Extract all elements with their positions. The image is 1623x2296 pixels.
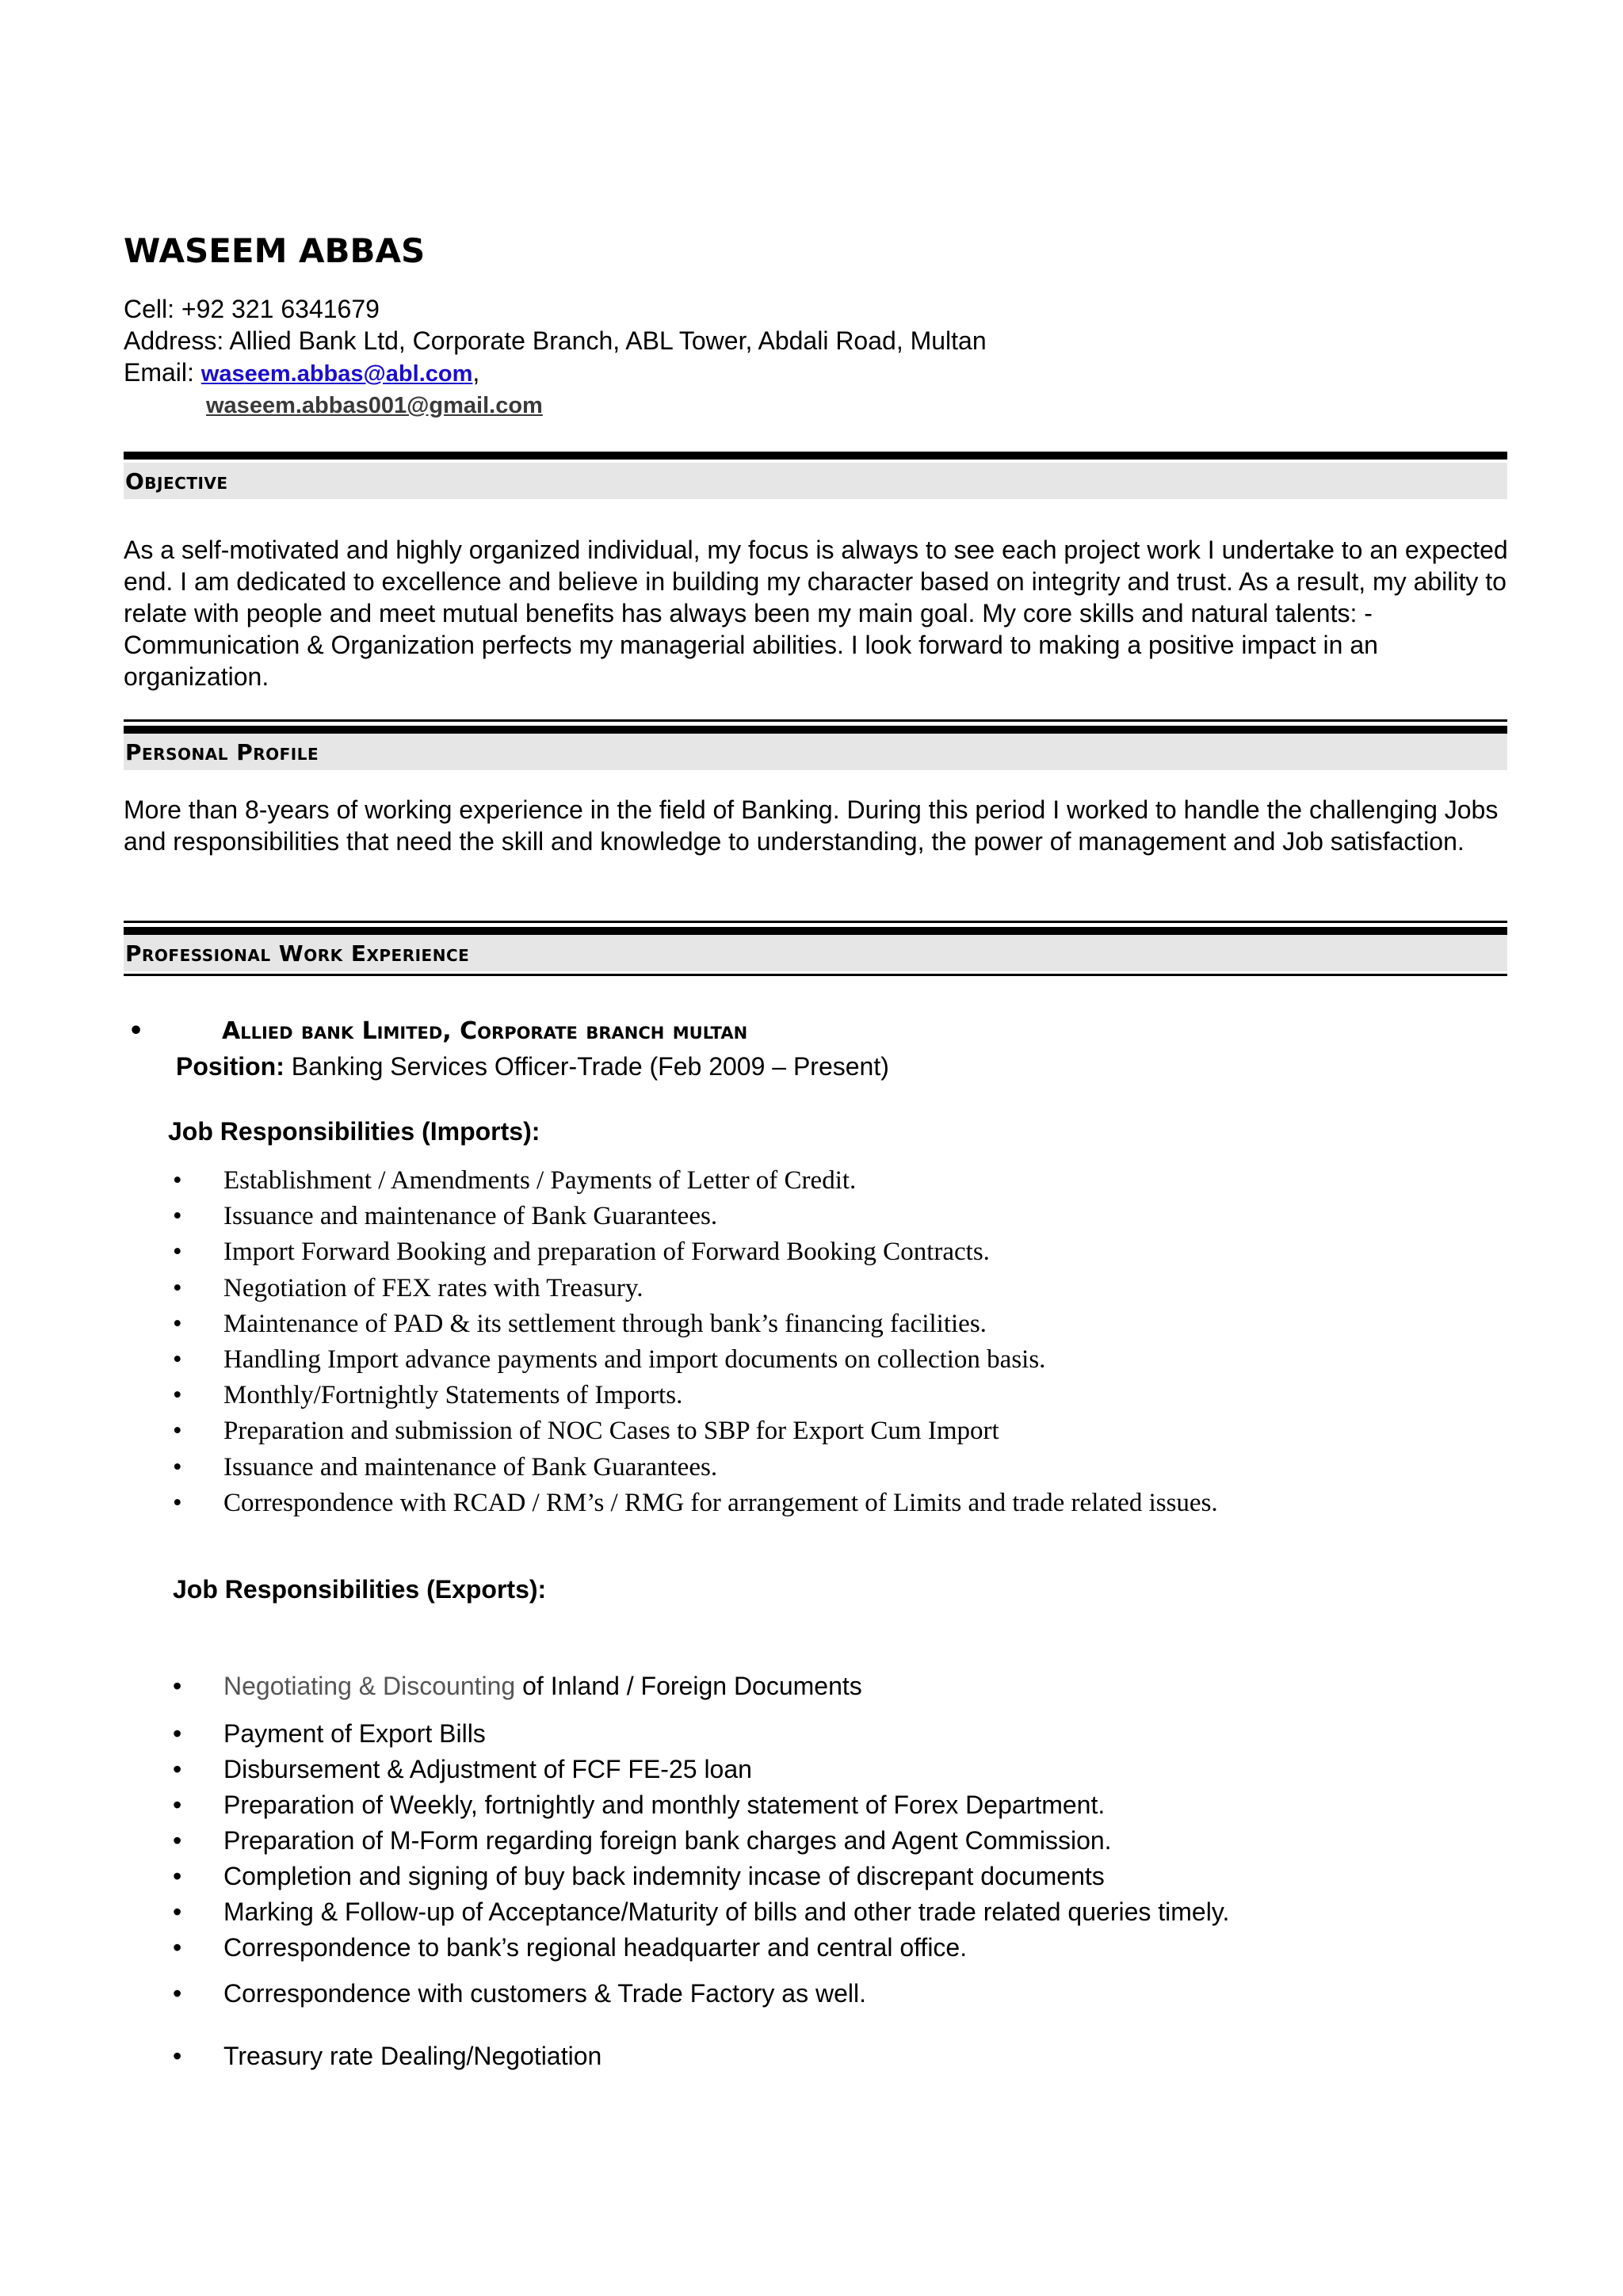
section-rule bbox=[124, 927, 1507, 935]
address-label: Address: bbox=[124, 326, 230, 355]
section-objective-header bbox=[124, 452, 1507, 501]
section-band bbox=[124, 463, 1507, 499]
section-band bbox=[124, 935, 1507, 971]
list-item: • Establishment / Amendments / Payments of Letter of Credit. bbox=[170, 1163, 1218, 1199]
position-title: Banking Services Officer-Trade (Feb 2009 – Present) bbox=[284, 1052, 889, 1081]
email-label: Email: bbox=[124, 358, 201, 387]
imports-heading: Job Responsibilities (Imports): bbox=[168, 1117, 540, 1146]
section-band bbox=[124, 734, 1507, 770]
list-item: • Preparation and submission of NOC Cases to SBP for Export Cum Import bbox=[170, 1413, 1218, 1449]
email-link-primary[interactable]: waseem.abbas@abl.com bbox=[200, 361, 473, 387]
objective-text: As a self-motivated and highly organized individual, my focus is always to see each project work I undertake to an expected end. I am dedicated to excellence and believe in building my character based on integrity and trust. As a result, my ability to relate with people and meet mutual benefits has always been my main goal. My core skills and natural talents: - Communication & Organization perfects my managerial abilities. I look forward to making a positive impact in an organization. bbox=[124, 536, 1508, 691]
list-item: • Negotiation of FEX rates with Treasury. bbox=[170, 1271, 1218, 1306]
list-item: • Maintenance of PAD & its settlement through bank’s financing facilities. bbox=[170, 1306, 1218, 1342]
list-item: • Completion and signing of buy back indemnity incase of discrepant documents bbox=[170, 1859, 1229, 1894]
list-item bbox=[170, 1669, 862, 1704]
section-title-profile: Personal Profile bbox=[125, 738, 319, 765]
list-item: • Monthly/Fortnightly Statements of Imports. bbox=[170, 1378, 1218, 1413]
section-profile-header bbox=[124, 719, 1507, 770]
email-link-secondary[interactable]: waseem.abbas001@gmail.com bbox=[206, 393, 543, 418]
list-item: • Preparation of M-Form regarding foreign bank charges and Agent Commission. bbox=[170, 1823, 1229, 1859]
list-item: • Preparation of Weekly, fortnightly and monthly statement of Forex Department. bbox=[170, 1787, 1229, 1823]
position-label: Position: bbox=[176, 1052, 285, 1081]
exports-heading: Job Responsibilities (Exports): bbox=[173, 1575, 547, 1604]
exports-item-rest: of Inland / Foreign Documents bbox=[515, 1672, 862, 1700]
exports-list-tail-2 bbox=[170, 2039, 601, 2074]
section-title-objective: Objective bbox=[125, 467, 228, 494]
email-line-2 bbox=[206, 390, 543, 419]
profile-text: More than 8-years of working experience in the field of Banking. During this period I worked to handle the challenging Jobs and responsibilities that need the skill and knowledge to understanding, the power of management and Job satisfaction. bbox=[124, 795, 1499, 856]
imports-list bbox=[170, 1163, 1218, 1521]
section-rule bbox=[124, 726, 1507, 734]
cell-number: +92 321 6341679 bbox=[181, 295, 380, 323]
exports-item-highlight: Negotiating & Discounting bbox=[223, 1672, 516, 1700]
exports-list bbox=[170, 1669, 862, 1704]
list-item: • Import Forward Booking and preparation of Forward Booking Contracts. bbox=[170, 1234, 1218, 1270]
cell-label: Cell: bbox=[124, 295, 181, 323]
list-item: • Correspondence to bank’s regional headquarter and central office. bbox=[170, 1930, 1229, 1966]
list-item: • Correspondence with RCAD / RM’s / RMG for arrangement of Limits and trade related issues. bbox=[170, 1486, 1218, 1521]
cell-line bbox=[124, 295, 380, 324]
exports-list-continued bbox=[170, 1716, 1229, 1966]
list-item: • Issuance and maintenance of Bank Guarantees. bbox=[170, 1450, 1218, 1486]
section-rule bbox=[124, 452, 1507, 460]
list-item: • Issuance and maintenance of Bank Guarantees. bbox=[170, 1199, 1218, 1234]
list-item: • Treasury rate Dealing/Negotiation bbox=[170, 2039, 601, 2074]
section-rule-bottom bbox=[124, 974, 1507, 976]
candidate-name: WASEEM ABBAS bbox=[124, 231, 426, 270]
list-item: • Payment of Export Bills bbox=[170, 1716, 1229, 1752]
employer-name: Allied bank Limited, Corporate branch multan bbox=[222, 1017, 748, 1045]
section-experience-header bbox=[124, 921, 1507, 976]
email-separator: , bbox=[472, 358, 480, 387]
address-text: Allied Bank Ltd, Corporate Branch, ABL Tower, Abdali Road, Multan bbox=[229, 326, 987, 355]
list-item: • Marking & Follow-up of Acceptance/Maturity of bills and other trade related queries timely. bbox=[170, 1894, 1229, 1930]
address-line bbox=[124, 326, 987, 356]
list-item: • Correspondence with customers & Trade Factory as well. bbox=[170, 1976, 866, 2012]
list-item: • Disbursement & Adjustment of FCF FE-25 loan bbox=[170, 1752, 1229, 1787]
employer-bullet: • bbox=[128, 1017, 144, 1045]
exports-list-tail-1 bbox=[170, 1976, 866, 2012]
list-item: • Handling Import advance payments and import documents on collection basis. bbox=[170, 1342, 1218, 1378]
section-title-experience: Professional Work Experience bbox=[125, 940, 470, 967]
position-line bbox=[176, 1052, 889, 1081]
email-line bbox=[124, 358, 479, 387]
